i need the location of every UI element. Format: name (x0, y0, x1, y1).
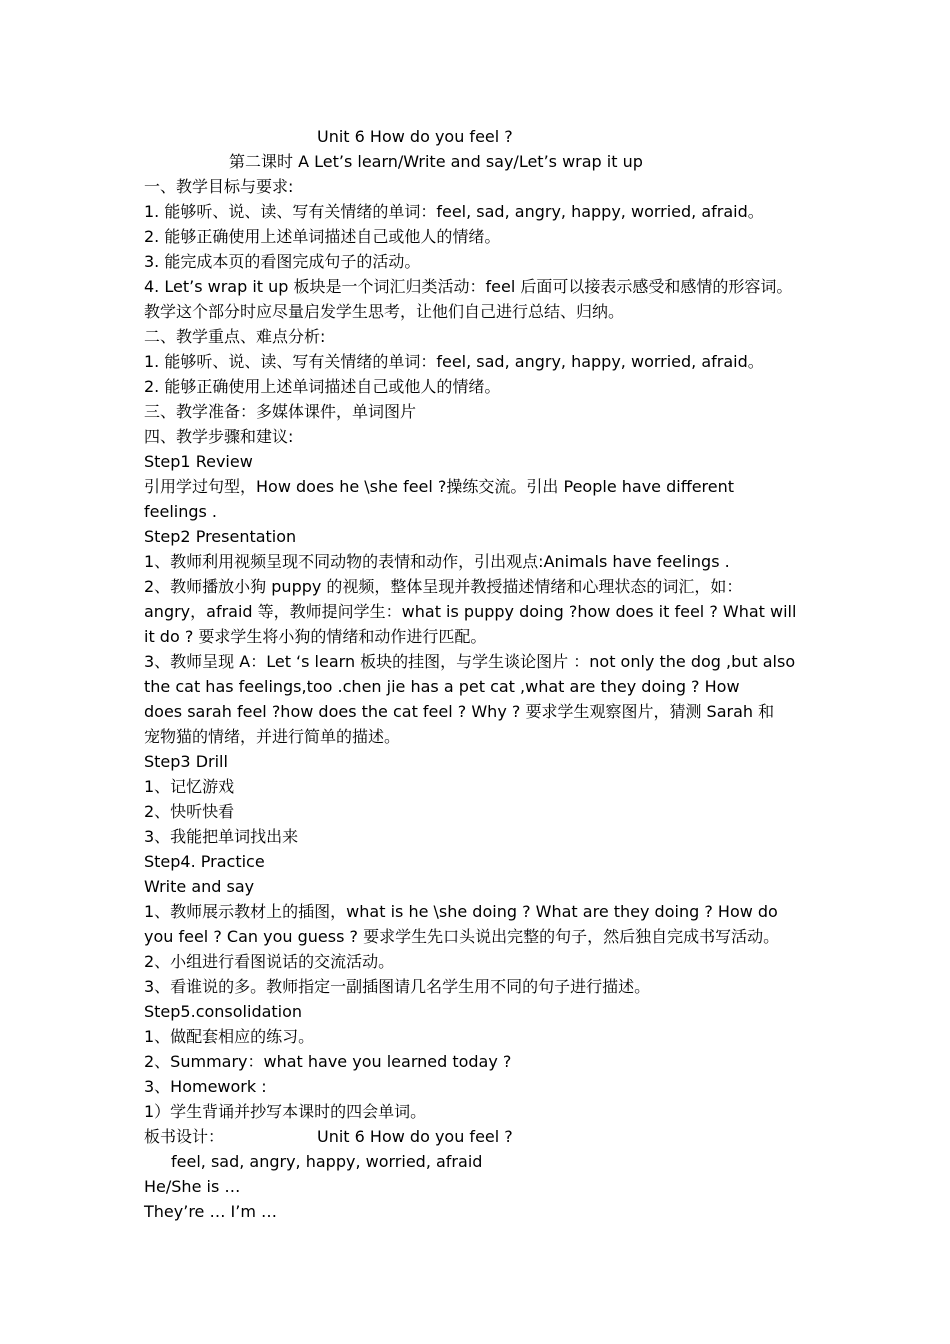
text-line: feelings . (144, 502, 218, 521)
text-line: 2、小组进行看图说话的交流活动。 (144, 952, 395, 971)
step-heading: Step3 Drill (144, 752, 228, 771)
text-line: 1、教师展示教材上的插图，what is he \she doing ? What are they doing ? How do (144, 902, 778, 921)
text-line: 2、快听快看 (144, 802, 235, 821)
text-line: 引用学过句型，How does he \she feel ?操练交流。引出 People have different (144, 477, 735, 496)
board-words: feel, sad, angry, happy, worried, afraid (171, 1152, 483, 1171)
text-line: 1、做配套相应的练习。 (144, 1027, 315, 1046)
section-heading: 一、教学目标与要求: (144, 177, 294, 196)
text-line: the cat has feelings,too .chen jie has a pet cat ,what are they doing ? How (144, 677, 740, 696)
text-line: 2. 能够正确使用上述单词描述自己或他人的情绪。 (144, 377, 501, 396)
step-heading: Step5.consolidation (144, 1002, 303, 1021)
text-line: it do ? 要求学生将小狗的情绪和动作进行匹配。 (144, 627, 487, 646)
board-design-title: Unit 6 How do you feel ? (317, 1127, 513, 1146)
text-line: 2. 能够正确使用上述单词描述自己或他人的情绪。 (144, 227, 501, 246)
text-line: 3、我能把单词找出来 (144, 827, 299, 846)
step-heading: Step2 Presentation (144, 527, 297, 546)
section-heading: 四、教学步骤和建议: (144, 427, 294, 446)
text-line: 3. 能完成本页的看图完成句子的活动。 (144, 252, 421, 271)
text-line: 1）学生背诵并抄写本课时的四会单词。 (144, 1102, 427, 1121)
section-heading: 二、教学重点、难点分析: (144, 327, 326, 346)
text-line: 2、教师播放小狗 puppy 的视频，整体呈现并教授描述情绪和心理状态的词汇，如： (144, 577, 743, 596)
text-line: 1. 能够听、说、读、写有关情绪的单词：feel, sad, angry, happy, worried, afraid。 (144, 202, 764, 221)
text-line: angry，afraid 等，教师提问学生：what is puppy doing ?how does it feel ? What will (144, 602, 797, 621)
text-line: does sarah feel ?how does the cat feel ? Why ? 要求学生观察图片，猜测 Sarah 和 (144, 702, 775, 721)
text-line: 1. 能够听、说、读、写有关情绪的单词：feel, sad, angry, happy, worried, afraid。 (144, 352, 764, 371)
document-title: Unit 6 How do you feel ? (317, 127, 513, 146)
text-line: 4. Let’s wrap it up 板块是一个词汇归类活动：feel 后面可以接表示感受和感情的形容词。 (144, 277, 793, 296)
text-line: 1、记忆游戏 (144, 777, 235, 796)
text-line: 3、看谁说的多。教师指定一副插图请几名学生用不同的句子进行描述。 (144, 977, 651, 996)
text-line: Write and say (144, 877, 255, 896)
text-line: 1、教师利用视频呈现不同动物的表情和动作，引出观点:Animals have feelings . (144, 552, 730, 571)
text-line: 2、Summary：what have you learned today ? (144, 1052, 512, 1071)
text-line: 教学这个部分时应尽量启发学生思考，让他们自己进行总结、归纳。 (144, 302, 625, 321)
step-heading: Step4. Practice (144, 852, 265, 871)
step-heading: Step1 Review (144, 452, 253, 471)
text-line: you feel ? Can you guess ? 要求学生先口头说出完整的句子，然后独自完成书写活动。 (144, 927, 780, 946)
text-line: 宠物猫的情绪，并进行简单的描述。 (144, 727, 401, 746)
document-subtitle: 第二课时 A Let’s learn/Write and say/Let’s wrap it up (229, 152, 643, 171)
text-line: 3、Homework : (144, 1077, 267, 1096)
board-line: They’re … I’m … (144, 1202, 278, 1221)
section-heading: 三、教学准备：多媒体课件，单词图片 (144, 402, 417, 421)
board-design-label: 板书设计： (144, 1127, 225, 1146)
board-line: He/She is … (144, 1177, 241, 1196)
text-line: 3、教师呈现 A：Let ‘s learn 板块的挂图，与学生谈论图片 ：not only the dog ,but also (144, 652, 796, 671)
